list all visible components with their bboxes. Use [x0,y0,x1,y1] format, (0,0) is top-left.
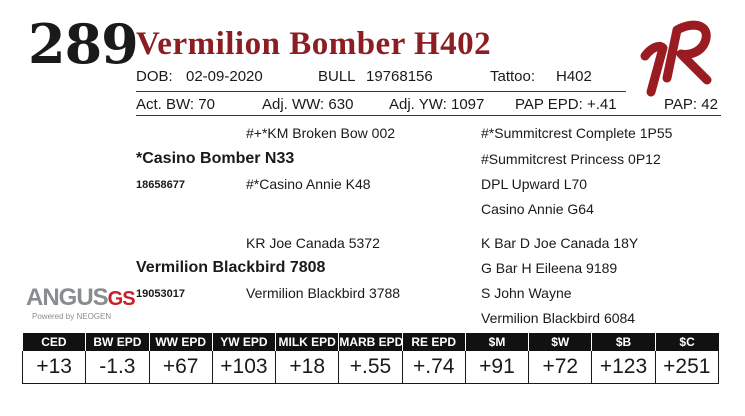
dam-sire-sire: K Bar D Joe Canada 18Y [481,235,639,251]
sire-dam-sire: DPL Upward L70 [481,176,588,192]
dam-registration: 19053017 [136,288,185,300]
divider-line [136,115,721,116]
dam-sire-dam: G Bar H Eileena 9189 [481,260,618,276]
angus-gs-logo [26,285,135,322]
epd-header-cell: $W [529,333,592,351]
epd-header-row [23,333,719,351]
angus-logo-gs: GS [107,288,135,310]
divider-line [136,91,626,92]
sire-dam-dam: Casino Annie G64 [481,201,594,217]
angus-logo-word: ANGUS [26,284,108,311]
adjusted-weaning-weight: Adj. WW: 630 [262,96,354,113]
dob-label: DOB: [136,68,173,85]
epd-value-cell: +.55 [339,351,402,384]
epd-header-cell: CED [23,333,86,351]
brand-logo-icon [637,18,717,98]
sire-registration: 18658677 [136,179,185,191]
pap-value: PAP: 42 [664,96,718,113]
dam-dam-sire: S John Wayne [481,285,572,301]
epd-header-cell: WW EPD [149,333,212,351]
epd-table [22,333,719,384]
epd-value-cell: +67 [149,351,212,384]
lot-number: 289 [28,12,138,76]
sire-name: *Casino Bomber N33 [136,150,295,167]
epd-header-cell: $C [655,333,718,351]
adjusted-yearling-weight: Adj. YW: 1097 [389,96,485,113]
epd-header-cell: $B [592,333,655,351]
actual-birth-weight: Act. BW: 70 [136,96,215,113]
sire-dam: #*Casino Annie K48 [246,176,371,192]
epd-value-cell: +123 [592,351,655,384]
animal-name: Vermilion Bomber H402 [136,26,492,62]
epd-value-cell: +91 [465,351,528,384]
dam-sire: KR Joe Canada 5372 [246,235,380,251]
epd-value-cell: -1.3 [86,351,149,384]
registration-number: 19768156 [366,68,433,85]
sire-sire-sire: #*Summitcrest Complete 1P55 [481,125,673,141]
tattoo-label: Tattoo: [490,68,536,85]
sire-sire: #+*KM Broken Bow 002 [246,125,396,141]
dam-name: Vermilion Blackbird 7808 [136,259,326,276]
sex-value: BULL [318,68,356,85]
dam-dam: Vermilion Blackbird 3788 [246,285,401,301]
epd-header-cell: $M [465,333,528,351]
epd-header-cell: RE EPD [402,333,465,351]
dam-dam-dam: Vermilion Blackbird 6084 [481,310,636,326]
epd-header-cell: YW EPD [212,333,275,351]
epd-header-cell: MARB EPD [339,335,404,349]
epd-value-cell: +103 [212,351,275,384]
epd-header-cell: MILK EPD [276,333,339,351]
epd-value-cell: +.74 [402,351,465,384]
epd-value-cell: +13 [23,351,86,384]
powered-by-text: Powered by NEOGEN [32,312,112,321]
epd-header-cell: BW EPD [86,333,149,351]
epd-value-cell: +251 [655,351,718,384]
epd-value-row [23,351,719,384]
tattoo-value: H402 [556,68,592,85]
sire-sire-dam: #Summitcrest Princess 0P12 [481,151,661,167]
dob-value: 02-09-2020 [186,68,263,85]
epd-value-cell: +72 [529,351,592,384]
pap-epd: PAP EPD: +.41 [515,96,617,113]
epd-value-cell: +18 [276,351,339,384]
